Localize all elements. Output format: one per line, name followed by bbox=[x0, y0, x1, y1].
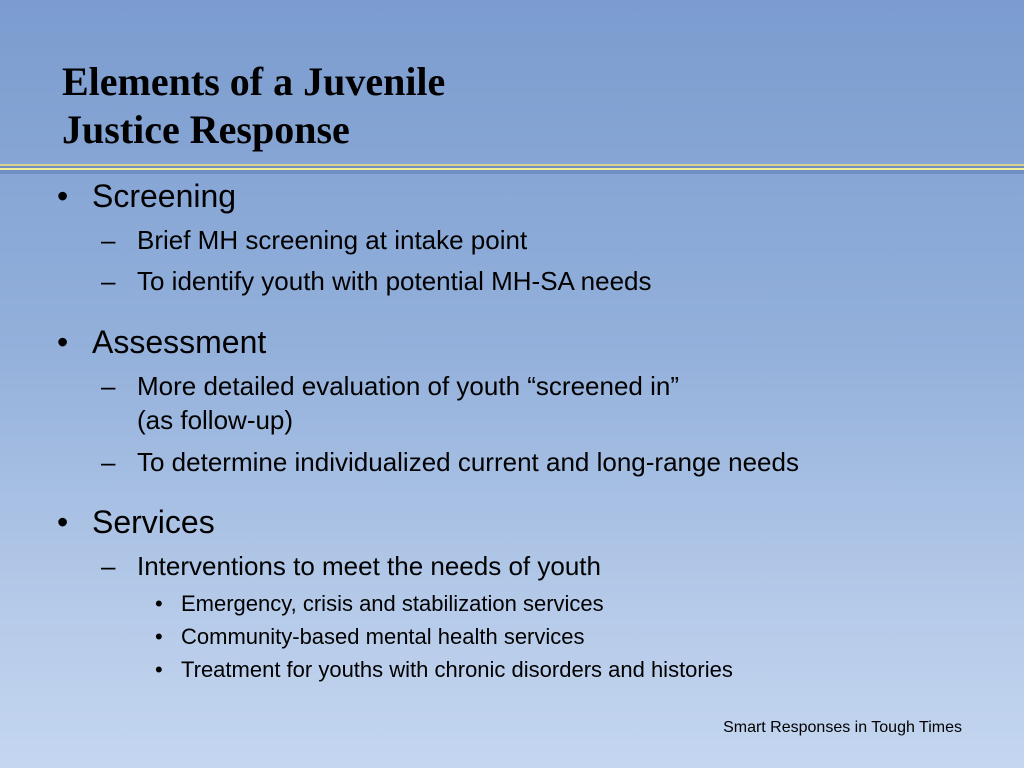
dash-marker: – bbox=[101, 447, 116, 477]
bullet-marker: • bbox=[57, 504, 69, 540]
subbullet-text: (as follow-up) bbox=[137, 405, 294, 435]
subbullet-individualized-needs bbox=[101, 446, 799, 478]
dash-marker: – bbox=[101, 225, 116, 255]
bullet-marker: • bbox=[57, 178, 69, 214]
dash-marker: – bbox=[101, 266, 116, 296]
bullet-marker: • bbox=[155, 591, 163, 616]
subsubbullet-community bbox=[155, 623, 585, 651]
dash-marker: – bbox=[101, 371, 116, 401]
subbullet-interventions bbox=[101, 550, 601, 582]
bullet-text: Services bbox=[92, 504, 215, 540]
bullet-screening bbox=[57, 178, 237, 214]
subbullet-identify-needs bbox=[101, 265, 652, 297]
subbullet-text: More detailed evaluation of youth “screened in” bbox=[137, 371, 679, 401]
title-line-1: Elements of a Juvenile bbox=[62, 59, 446, 104]
bullet-marker: • bbox=[57, 324, 69, 360]
subsubbullet-text: Treatment for youths with chronic disorders and histories bbox=[181, 657, 733, 682]
subbullet-brief-screening bbox=[101, 224, 528, 256]
bullet-text: Assessment bbox=[92, 324, 267, 360]
bullet-marker: • bbox=[155, 624, 163, 649]
subbullet-text: To identify youth with potential MH-SA needs bbox=[137, 266, 652, 296]
bullet-assessment bbox=[57, 324, 267, 360]
subsubbullet-treatment bbox=[155, 656, 733, 684]
subbullet-text: Brief MH screening at intake point bbox=[137, 225, 528, 255]
subsubbullet-text: Emergency, crisis and stabilization services bbox=[181, 591, 604, 616]
subbullet-detailed-evaluation bbox=[101, 370, 679, 402]
subbullet-text: To determine individualized current and long-range needs bbox=[137, 447, 799, 477]
slide-footer: Smart Responses in Tough Times bbox=[723, 719, 962, 736]
subsubbullet-emergency bbox=[155, 590, 604, 618]
subsubbullet-text: Community-based mental health services bbox=[181, 624, 585, 649]
title-line-2: Justice Response bbox=[62, 107, 350, 152]
bullet-marker: • bbox=[155, 657, 163, 682]
bullet-services bbox=[57, 504, 215, 540]
subbullet-text: Interventions to meet the needs of youth bbox=[137, 551, 601, 581]
subbullet-follow-up bbox=[137, 404, 293, 436]
bullet-text: Screening bbox=[92, 178, 237, 214]
dash-marker: – bbox=[101, 551, 116, 581]
